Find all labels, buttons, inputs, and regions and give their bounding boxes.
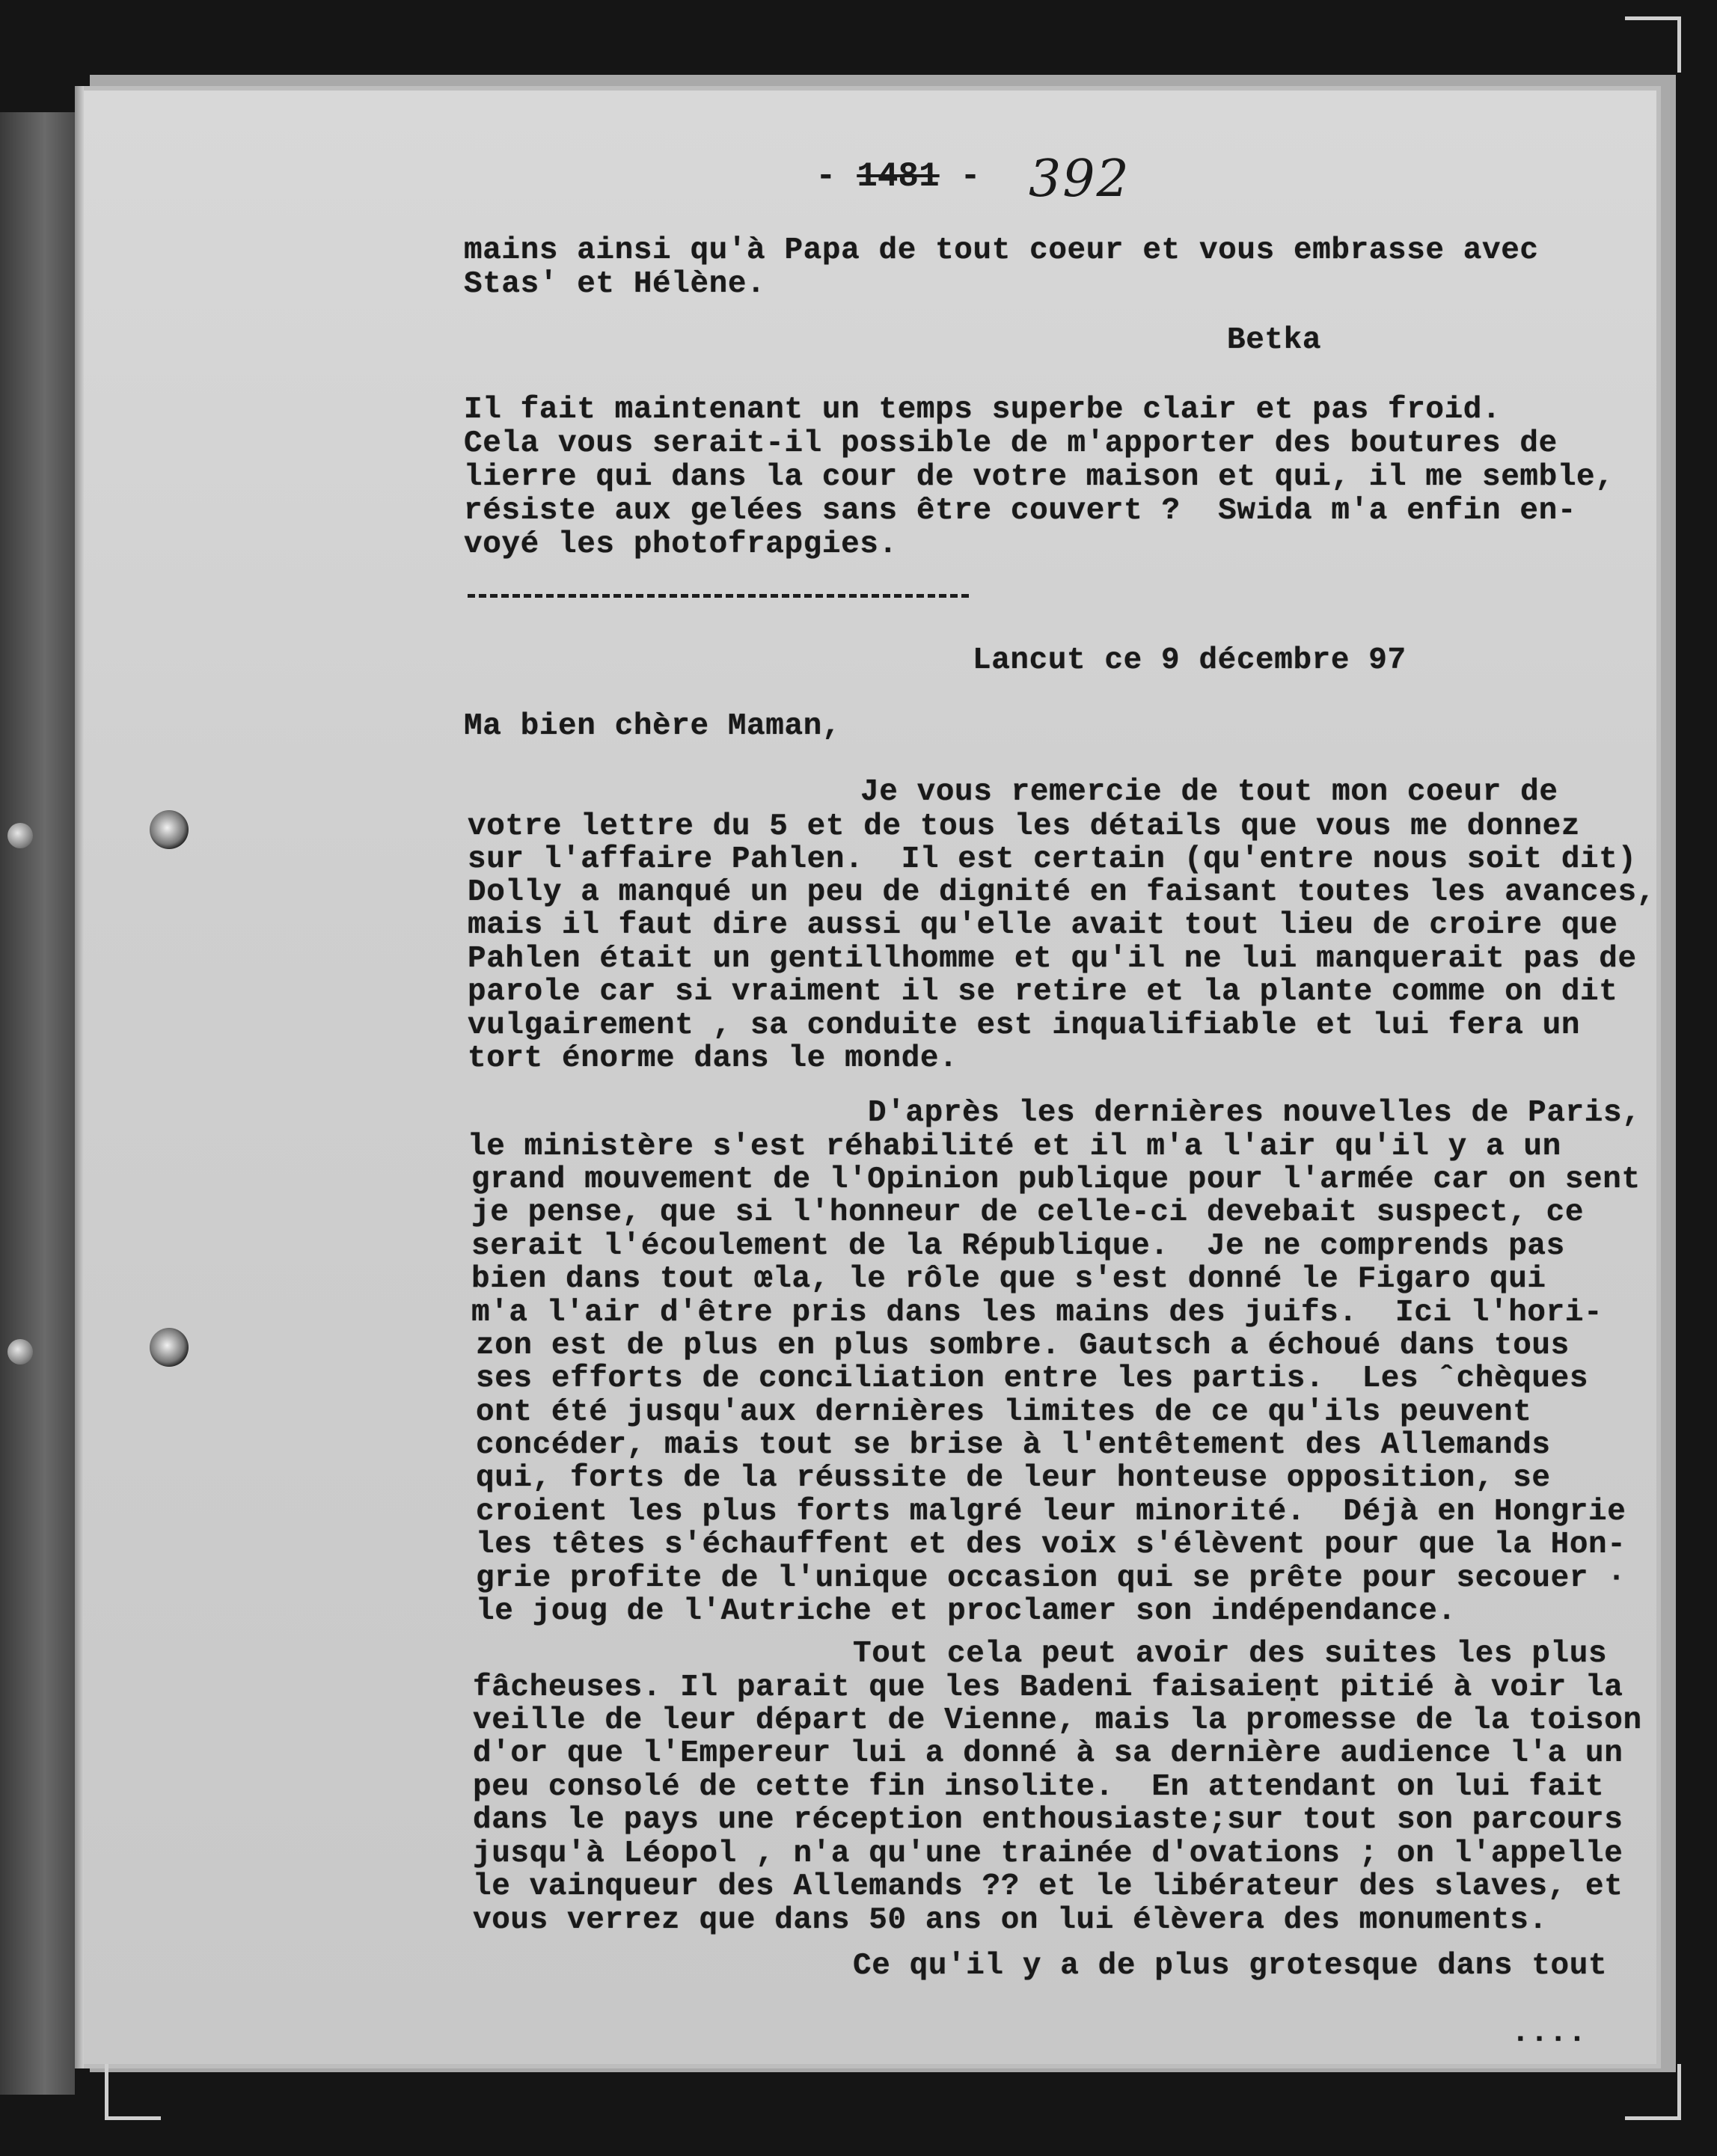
text-line: mains ainsi qu'à Papa de tout coeur et vous embrasse avec <box>464 233 1539 268</box>
text-line: ses efforts de conciliation entre les partis. Les ˆchèques <box>476 1362 1589 1396</box>
punch-hole <box>150 810 189 849</box>
text-line: Il fait maintenant un temps superbe clair et pas froid. <box>464 393 1502 427</box>
text-line: D'après les dernières nouvelles de Paris, <box>868 1096 1641 1130</box>
text-line: tort énorme dans le monde. <box>468 1041 958 1076</box>
text-line: voyé les photofrapgies. <box>464 527 898 562</box>
punch-hole <box>150 1328 189 1367</box>
text-line: d'or que l'Empereur lui a donné à sa dernière audience l'a un <box>473 1736 1623 1771</box>
text-line: fâcheuses. Il parait que les Badeni faisaieṇt pitié à voir la <box>473 1670 1623 1705</box>
text-line: m'a l'air d'être pris dans les mains des juifs. Ici l'hori- <box>471 1296 1603 1330</box>
text-line: veille de leur départ de Vienne, mais la promesse de la toison <box>473 1703 1642 1738</box>
binder-screw <box>7 823 33 848</box>
text-line: vulgairement , sa conduite est inqualifiable et lui fera un <box>468 1008 1581 1043</box>
frame-corner-mark <box>1625 16 1681 73</box>
text-line: les têtes s'échauffent et des voix s'élèvent pour que la Hon- <box>476 1528 1626 1562</box>
text-line: Cela vous serait-il possible de m'apporter des boutures de <box>464 426 1558 461</box>
text-line: mais il faut dire aussi qu'elle avait tout lieu de croire que <box>468 908 1618 943</box>
text-line: jusqu'à Léopol , n'a qu'une trainée d'ovations ; on l'appelle <box>473 1837 1623 1871</box>
text-line: le joug de l'Autriche et proclamer son indépendance. <box>476 1594 1457 1629</box>
text-line: votre lettre du 5 et de tous les détails que vous me donnez <box>468 809 1581 844</box>
text-line: je pense, que si l'honneur de celle-ci devebait suspect, ce <box>471 1195 1585 1230</box>
text-line: sur l'affaire Pahlen. Il est certain (qu'entre nous soit dit) <box>468 842 1637 877</box>
typed-page-number: - 1481 - <box>815 157 981 196</box>
text-line: parole car si vraiment il se retire et la plante comme on dit <box>468 975 1618 1009</box>
text-line: ont été jusqu'aux dernières limites de ce qu'ils peuvent <box>476 1395 1532 1430</box>
binder-strip <box>0 112 75 2095</box>
text-line: qui, forts de la réussite de leur honteuse opposition, se <box>476 1461 1551 1495</box>
text-line: croient les plus forts malgré leur minorité. Déjà en Hongrie <box>476 1495 1626 1529</box>
text-line: Tout cela peut avoir des suites les plus <box>853 1637 1608 1671</box>
text-line: Ce qu'il y a de plus grotesque dans tout <box>853 1949 1608 1983</box>
text-line: lierre qui dans la cour de votre maison et qui, il me semble, <box>464 460 1615 494</box>
text-line: Lancut ce 9 décembre 97 <box>973 643 1407 678</box>
text-line: serait l'écoulement de la République. Je ne comprends pas <box>471 1229 1565 1264</box>
text-line: bien dans tout œla, le rôle que s'est donné le Figaro qui <box>471 1262 1546 1296</box>
text-line: peu consolé de cette fin insolite. En attendant on lui fait <box>473 1770 1605 1804</box>
text-line: zon est de plus en plus sombre. Gautsch a échoué dans tous <box>476 1329 1570 1363</box>
text-line: Pahlen était un gentillhomme et qu'il ne lui manquerait pas de <box>468 942 1637 976</box>
text-line: résiste aux gelées sans être couvert ? Swida m'a enfin en- <box>464 494 1577 528</box>
text-line: Stas' et Hélène. <box>464 267 766 301</box>
frame-corner-mark <box>1625 2064 1681 2120</box>
text-line: le ministère s'est réhabilité et il m'a l'air qu'il y a un <box>468 1130 1561 1164</box>
text-line: Ma bien chère Maman, <box>464 709 842 744</box>
sheet-edge <box>75 86 84 2068</box>
binder-screw <box>7 1339 33 1365</box>
text-line: concéder, mais tout se brise à l'entêtement des Allemands <box>476 1428 1551 1463</box>
text-line: dans le pays une réception enthousiaste;sur tout son parcours <box>473 1803 1623 1837</box>
handwritten-page-number: 392 <box>1029 150 1130 209</box>
text-line: grand mouvement de l'Opinion publique pour l'armée car on sent <box>471 1163 1641 1197</box>
text-line: vous verrez que dans 50 ans on lui élèvera des monuments. <box>473 1903 1548 1938</box>
separator-rule <box>468 594 969 598</box>
text-line: .... <box>1511 2016 1587 2051</box>
frame-corner-mark <box>105 2064 161 2120</box>
text-line: grie profite de l'unique occasion qui se prête pour secouer · <box>476 1561 1626 1596</box>
text-line: le vainqueur des Allemands ?? et le libérateur des slaves, et <box>473 1869 1623 1904</box>
text-line: Betka <box>1227 323 1322 358</box>
struck-page-number: 1481 <box>857 157 940 196</box>
text-line: Dolly a manqué un peu de dignité en faisant toutes les avances, <box>468 875 1656 910</box>
text-line: Je vous remercie de tout mon coeur de <box>860 775 1558 809</box>
